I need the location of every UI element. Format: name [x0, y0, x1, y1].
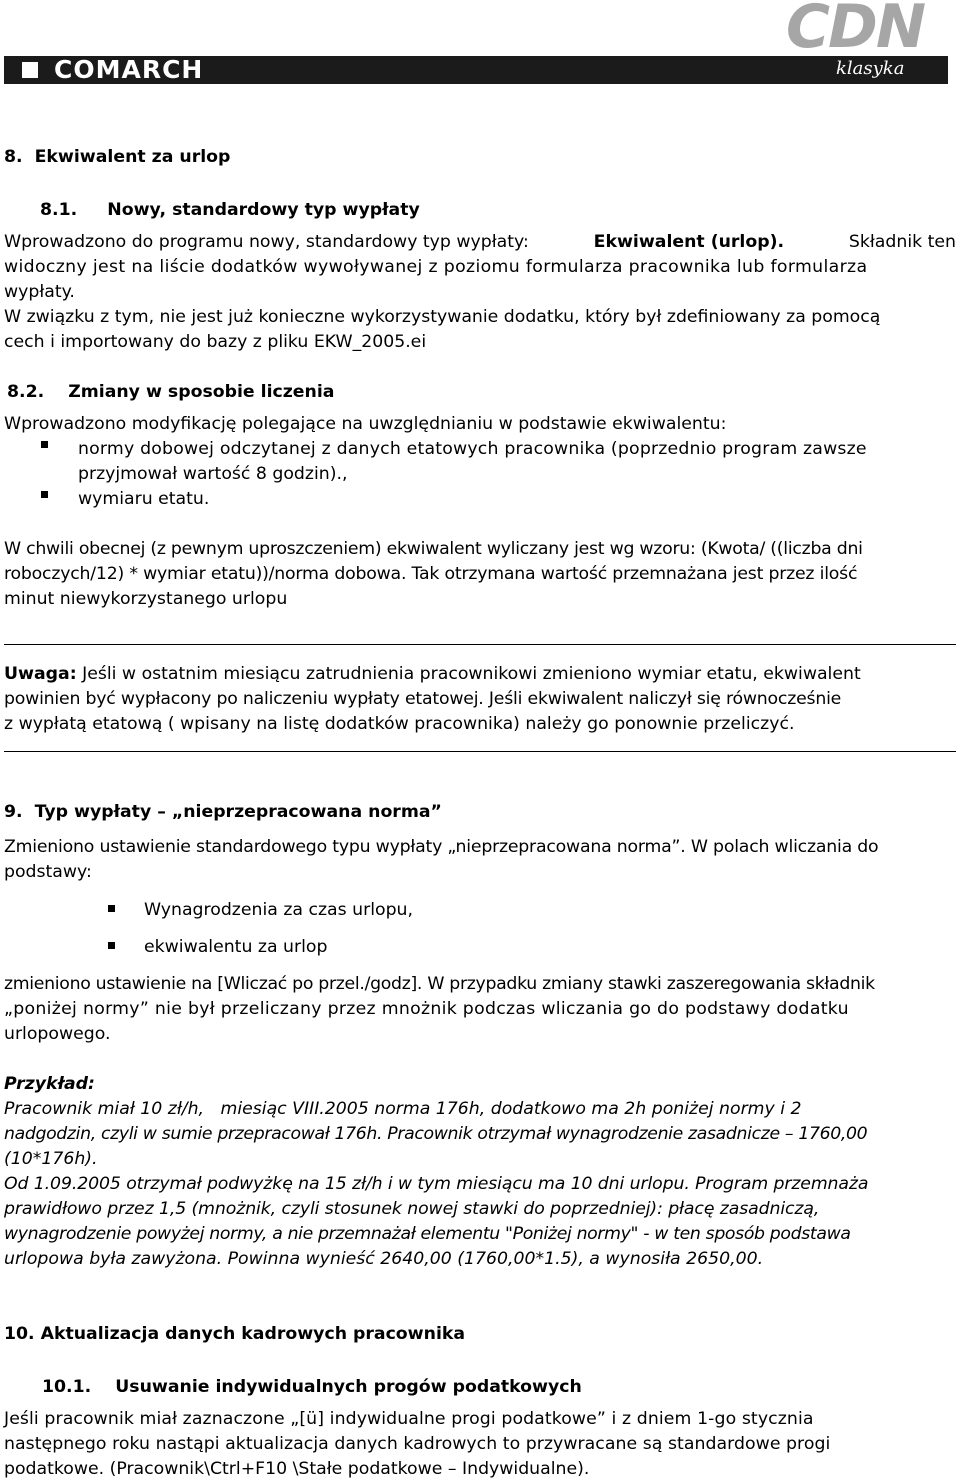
separator-line — [4, 751, 956, 752]
section-8-2-heading: 8.2. Zmiany w sposobie liczenia — [7, 382, 335, 402]
s9-p2-line1: zmieniono ustawienie na [Wliczać po przel./godz]. W przypadku zmiany stawki zaszeregowania składnik — [4, 974, 875, 994]
s9-p1-line1: Zmieniono ustawienie standardowego typu wypłaty „nieprzepracowana norma”. W polach wliczania do — [4, 837, 879, 857]
s9-bullet-2: ekwiwalentu za urlop — [144, 937, 328, 957]
s8-note-line1 — [4, 662, 956, 687]
s9-bullet-1: Wynagrodzenia za czas urlopu, — [144, 900, 413, 920]
s8-p1-l1-post: Składnik ten — [848, 232, 956, 252]
s8-note-line2: powinien być wypłacony po naliczeniu wypłaty etatowej. Jeśli ekwiwalent naliczył się równocześnie — [4, 689, 842, 709]
cdn-logo: CDN — [786, 0, 925, 62]
s9-example-line3: (10*176h). — [4, 1149, 98, 1169]
s8-p1-l1-bold: Ekwiwalent (urlop). — [593, 232, 785, 252]
separator-line — [4, 644, 956, 645]
bullet-icon — [41, 491, 48, 498]
bullet-icon — [108, 905, 115, 912]
s10-p1-line3: podatkowe. (Pracownik\Ctrl+F10 \Stałe podatkowe – Indywidualne). — [4, 1459, 590, 1479]
s9-example-label: Przykład: — [4, 1074, 95, 1094]
s8-note-l1: Jeśli w ostatnim miesiącu zatrudnienia pracownikowi zmieniono wymiar etatu, ekwiwalent — [82, 664, 861, 684]
s9-example-line7: urlopowa była zawyżona. Powinna wynieść 2640,00 (1760,00*1.5), a wynosiła 2650,00. — [4, 1249, 764, 1269]
s9-p1-line2: podstawy: — [4, 862, 92, 882]
s8-bullet1-line1: normy dobowej odczytanej z danych etatowych pracownika (poprzednio program zawsze — [78, 439, 867, 459]
s8-p4-line3: minut niewykorzystanego urlopu — [4, 589, 288, 609]
s9-example-line4: Od 1.09.2005 otrzymał podwyżkę na 15 zł/h i w tym miesiącu ma 10 dni urlopu. Program przemnaża — [4, 1174, 869, 1194]
s9-p2-line2: „poniżej normy” nie był przeliczany przez mnożnik podczas wliczania go do podstawy dodatku — [4, 999, 849, 1019]
s8-p1-line2: widoczny jest na liście dodatków wywoływanej z poziomu formularza pracownika lub formularza — [4, 257, 868, 277]
section-9-heading: 9. Typ wypłaty – „nieprzepracowana norma” — [4, 802, 442, 822]
s9-example-line1: Pracownik miał 10 zł/h, miesiąc VIII.2005 norma 176h, dodatkowo ma 2h poniżej normy i 2 — [4, 1099, 802, 1119]
s8-p1-line3: wypłaty. — [4, 282, 75, 302]
s8-p2-line2: cech i importowany do bazy z pliku EKW_2005.ei — [4, 332, 427, 352]
section-8-heading: 8. Ekwiwalent za urlop — [4, 147, 231, 167]
s8-p1-line1 — [4, 230, 956, 255]
s8-note-line3: z wypłatą etatową ( wpisany na listę dodatków pracownika) należy go ponownie przeliczyć. — [4, 714, 795, 734]
section-10-1-heading: 10.1. Usuwanie indywidualnych progów podatkowych — [42, 1377, 582, 1397]
s10-p1-line1: Jeśli pracownik miał zaznaczone „[ü] indywidualne progi podatkowe” i z dniem 1-go stycznia — [4, 1409, 814, 1429]
s9-example-line6: wynagrodzenie powyżej normy, a nie przemnażał elementu "Poniżej normy" - w ten sposób podstawa — [4, 1224, 851, 1244]
cdn-klasyka-logo: klasyka — [836, 58, 905, 79]
s8-p4-line2: roboczych/12) * wymiar etatu))/norma dobowa. Tak otrzymana wartość przemnażana jest przez ilość — [4, 564, 858, 584]
section-8-1-heading: 8.1. Nowy, standardowy typ wypłaty — [40, 200, 420, 220]
comarch-logo-square — [22, 62, 38, 78]
s8-bullet2: wymiaru etatu. — [78, 489, 210, 509]
section-10-heading: 10. Aktualizacja danych kadrowych pracownika — [4, 1324, 466, 1344]
s8-p2-line1: W związku z tym, nie jest już konieczne wykorzystywanie dodatku, który był zdefiniowany za pomocą — [4, 307, 881, 327]
s9-example-line2: nadgodzin, czyli w sumie przepracował 176h. Pracownik otrzymał wynagrodzenie zasadnicze – 1760,00 — [4, 1124, 868, 1144]
s8-note-label: Uwaga: — [4, 664, 77, 684]
s8-p4-line1: W chwili obecnej (z pewnym uproszczeniem) ekwiwalent wyliczany jest wg wzoru: (Kwota/ ((liczba dni — [4, 539, 863, 559]
s8-p3: Wprowadzono modyfikację polegające na uwzględnianiu w podstawie ekwiwalentu: — [4, 414, 727, 434]
bullet-icon — [108, 942, 115, 949]
s9-p2-line3: urlopowego. — [4, 1024, 111, 1044]
comarch-logo: COMARCH — [54, 55, 204, 84]
s8-p1-l1-pre: Wprowadzono do programu nowy, standardowy typ wypłaty: — [4, 232, 529, 252]
s9-example-line5: prawidłowo przez 1,5 (mnożnik, czyli stosunek nowej stawki do poprzedniej): płacę zasadniczą, — [4, 1199, 820, 1219]
bullet-icon — [41, 441, 48, 448]
s8-bullet1-line2: przyjmował wartość 8 godzin)., — [78, 464, 348, 484]
s10-p1-line2: następnego roku nastąpi aktualizacja danych kadrowych to przywracane są standardowe progi — [4, 1434, 831, 1454]
